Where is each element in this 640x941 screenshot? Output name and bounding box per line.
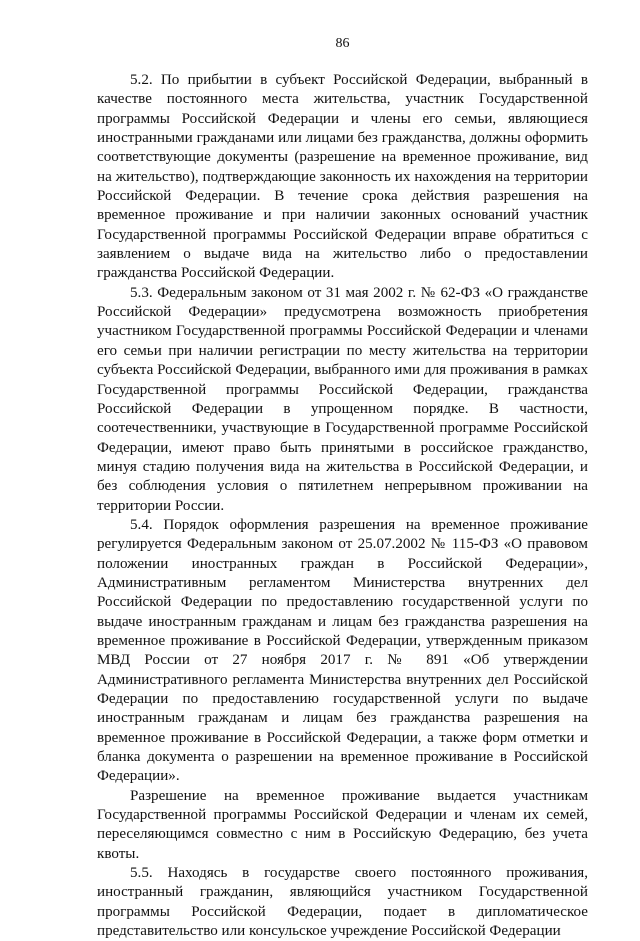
- paragraph-5-3: 5.3. Федеральным законом от 31 мая 2002 г. № 62-ФЗ «О гражданстве Российской Федерации» предусмотрена возможность приобретения участником Государственной программы Российской Федерации и членами его семьи при наличии регистрации по месту жительства на территории субъекта Российской Федерации, выбранного ими для проживания в рамках Государственной программы Российской Федерации, гражданства Российской Федерации в упрощенном порядке. В частности, соотечественники, участвующие в Государственной программе Российской Федерации, имеют право быть принятыми в российское гражданство, минуя стадию получения вида на жительства в Российской Федерации, и без соблюдения условия о пятилетнем непрерывном проживании на территории России.: [97, 284, 588, 514]
- paragraph-quota: Разрешение на временное проживание выдается участникам Государственной программы Российской Федерации и членам их семей, переселяющимся совместно с ним в Российскую Федерацию, без учета квоты.: [97, 787, 588, 862]
- paragraph-5-2: 5.2. По прибытии в субъект Российской Федерации, выбранный в качестве постоянного места жительства, участник Государственной программы Российской Федерации и члены его семьи, являющиеся иностранными гражданами или лицами без гражданства, должны оформить соответствующие документы (разрешение на временное проживание, вид на жительство), подтверждающие законность их нахождения на территории Российской Федерации. В течение срока действия разрешения на временное проживание и при наличии законных оснований участник Государственной программы Российской Федерации вправе обратиться с заявлением о выдаче вида на жительство либо о предоставлении гражданства Российской Федерации.: [97, 72, 588, 282]
- paragraph-5-4: 5.4. Порядок оформления разрешения на временное проживание регулируется Федеральным законом от 25.07.2002 № 115-ФЗ «О правовом положении иностранных граждан в Российской Федерации», Административным регламентом Министерства внутренних дел Российской Федерации по предоставлению государственной услуги по выдаче иностранным гражданам и лицам без гражданства разрешения на временное проживание в Российской Федерации, утвержденным приказом МВД России от 27 ноября 2017 г. № 891 «Об утверждении Административного регламента Министерства внутренних дел Российской Федерации по предоставлению государственной услуги по выдаче иностранным гражданам и лицам без гражданства разрешения на временное проживание в Российской Федерации, а также форм отметки и бланка документа о разрешении на временное проживание в Российской Федерации».: [97, 516, 588, 785]
- page-number: 86: [335, 36, 350, 51]
- paragraph-5-5: 5.5. Находясь в государстве своего постоянного проживания, иностранный гражданин, являющийся участником Государственной программы Российской Федерации, подает в дипломатическое представительство или консульское учреждение Российской Федерации: [97, 865, 588, 940]
